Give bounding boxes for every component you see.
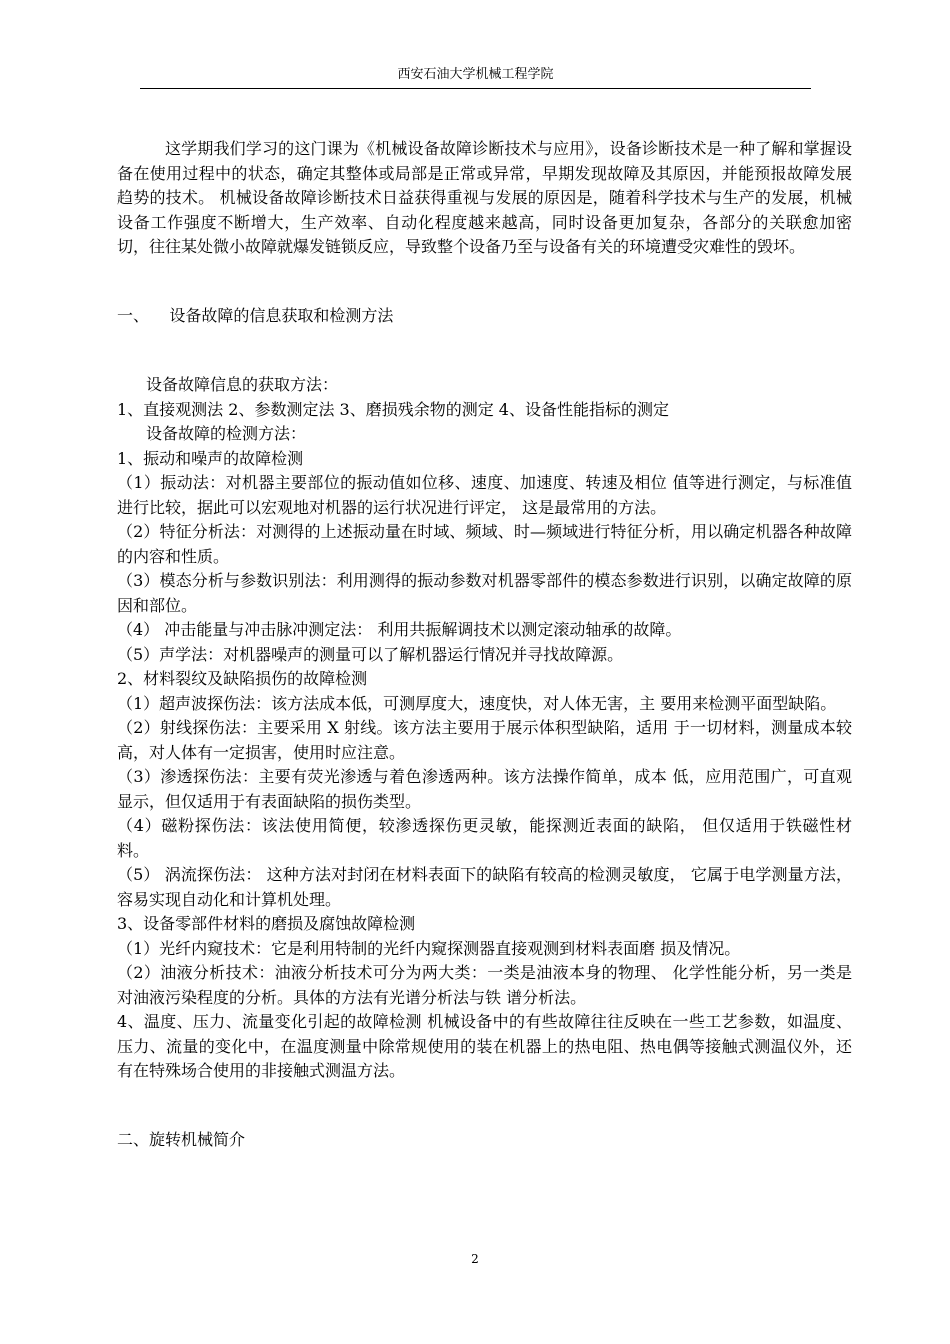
section2-heading: 二、旋转机械简介 — [117, 1130, 246, 1149]
sub2-item: （1）超声波探伤法：该方法成本低，可测厚度大，速度快，对人体无害，主 要用来检测平面型缺陷。 — [117, 693, 837, 713]
sub1-item: （1）振动法：对机器主要部位的振动值如位移、速度、加速度、转速及相位 值等进行测定，与标准值进行比较，据此可以宏观地对机器的运行状况进行评定， 这是最常用的方法。 — [117, 473, 852, 517]
sub1-item: （3）模态分析与参数识别法：利用测得的振动参数对机器零部件的模态参数进行识别，以确定故障的原因和部位。 — [117, 571, 852, 615]
document-body — [117, 137, 852, 1153]
sub1-item: （4） 冲击能量与冲击脉冲测定法： 利用共振解调技术以测定滚动轴承的故障。 — [117, 620, 682, 639]
sub2-title: 2、材料裂纹及缺陷损伤的故障检测 — [117, 669, 368, 688]
sub2-item: （3）渗透探伤法：主要有荧光渗透与着色渗透两种。该方法操作简单，成本 低，应用范围广，可直观显示，但仅适用于有表面缺陷的损伤类型。 — [117, 767, 852, 811]
sub2-item: （4）磁粉探伤法：该法使用简便，较渗透探伤更灵敏，能探测近表面的缺陷， 但仅适用于铁磁性材料。 — [117, 816, 852, 860]
page-number: 2 — [471, 1252, 479, 1266]
sub3-item: （2）油液分析技术：油液分析技术可分为两大类：一类是油液本身的物理、 化学性能分析，另一类是对油液污染程度的分析。具体的方法有光谱分析法与铁 谱分析法。 — [117, 963, 852, 1007]
detect-title: 设备故障的检测方法： — [146, 424, 307, 443]
sub2-item: （2）射线探伤法：主要采用 X 射线。该方法主要用于展示体积型缺陷，适用 于一切材料，测量成本较高，对人体有一定损害，使用时应注意。 — [117, 718, 852, 762]
spacer — [117, 260, 852, 285]
spacer — [117, 329, 852, 354]
intro-paragraph: 这学期我们学习的这门课为《机械设备故障诊断技术与应用》，设备诊断技术是一种了解和掌握设备在使用过程中的状态，确定其整体或局部是正常或异常，早期发现故障及其原因，并能预报故障发展趋势的技术。 机械设备故障诊断技术日益获得重视与发展的原因是，随着科学技术与生产的发展，机械设备工作强度不断增大，生产效率、自动化程度越来越高，同时设备更加复杂，各部分的关联愈加密切，往往某处微小故障就爆发链锁反应，导致整个设备乃至与设备有关的环境遭受灾难性的毁坏。 — [117, 139, 852, 256]
sub4-paragraph: 4、温度、压力、流量变化引起的故障检测 机械设备中的有些故障往往反映在一些工艺参数，如温度、压力、流量的变化中，在温度测量中除常规使用的装在机器上的热电阻、热电偶等接触式测温仪外，还有在特殊场合使用的非接触式测温方法。 — [117, 1012, 852, 1080]
sub1-item: （2）特征分析法：对测得的上述振动量在时域、频域、时—频域进行特征分析，用以确定机器各种故障的内容和性质。 — [117, 522, 852, 566]
acquire-title: 设备故障信息的获取方法： — [146, 375, 339, 394]
sub1-item: （5）声学法：对机器噪声的测量可以了解机器运行情况并寻找故障源。 — [117, 644, 624, 664]
sub3-item: （1）光纤内窥技术：它是利用特制的光纤内窥探测器直接观测到材料表面磨 损及情况。 — [117, 938, 741, 958]
sub2-item: （5） 涡流探伤法： 这种方法对封闭在材料表面下的缺陷有较高的检测灵敏度， 它属于电学测量方法，容易实现自动化和计算机处理。 — [117, 865, 852, 909]
header-rule — [140, 88, 811, 89]
sub1-title: 1、振动和噪声的故障检测 — [117, 448, 304, 468]
spacer — [117, 353, 852, 373]
sub3-title: 3、设备零部件材料的磨损及腐蚀故障检测 — [117, 914, 416, 933]
spacer — [117, 1084, 852, 1109]
section1-heading: 一、 设备故障的信息获取和检测方法 — [117, 306, 394, 325]
acquire-methods: 1、直接观测法 2、参数测定法 3、磨损残余物的测定 4、设备性能指标的测定 — [117, 399, 669, 419]
page-header-title: 西安石油大学机械工程学院 — [397, 67, 554, 82]
spacer — [117, 284, 852, 304]
spacer — [117, 1108, 852, 1128]
